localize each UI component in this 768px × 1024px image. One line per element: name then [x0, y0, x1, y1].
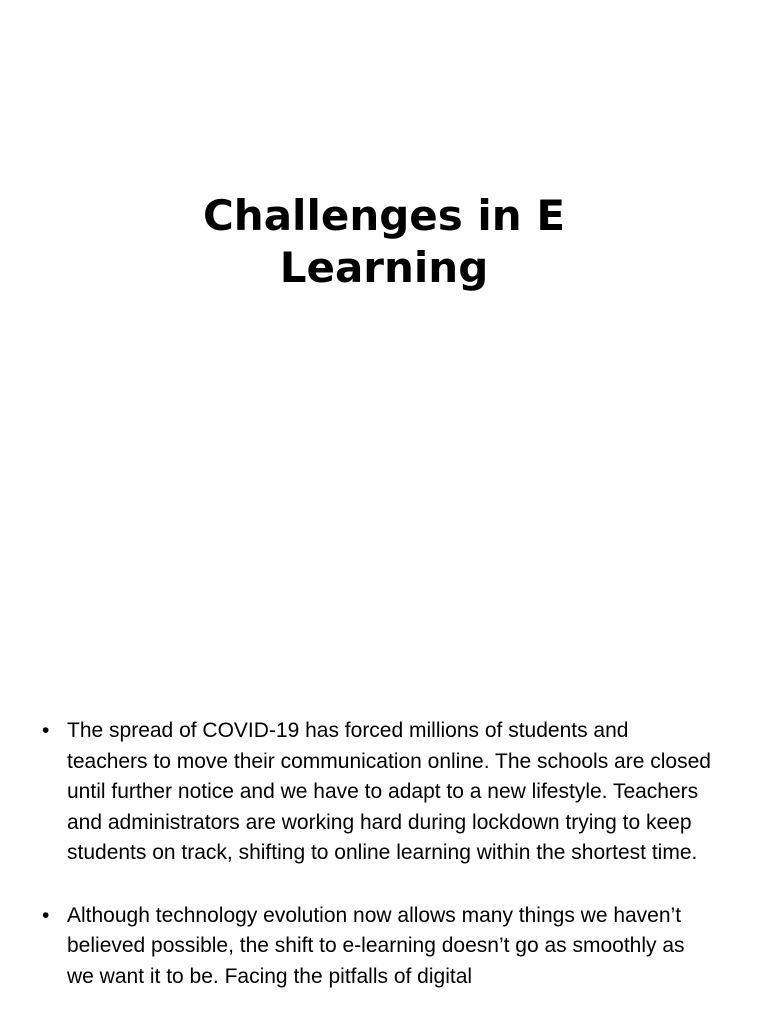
bullet-text: Although technology evolution now allows many things we haven’t believed possible, the shift to e-learning doesn’t go as smoothly as we want it to be. Facing the pitfalls of digital [67, 903, 685, 988]
slide-title-line-1: Challenges in E [202, 191, 566, 240]
bullet-item [0, 901, 768, 993]
slide-title [0, 190, 768, 294]
bullet-list [0, 716, 768, 1024]
bullet-dot-icon: • [42, 903, 50, 927]
bullet-dot-icon: • [42, 719, 50, 742]
bullet-item [0, 716, 768, 869]
slide-title-line-2: Learning [279, 243, 489, 292]
bullet-text: The spread of COVID-19 has forced millions of students and teachers to move their communication online. The schools are closed until further notice and we have to adapt to a new lifestyle. Teachers and administrators are working hard during lockdown trying to keep students on track, shifting to online learning within the shortest time. [67, 719, 711, 864]
